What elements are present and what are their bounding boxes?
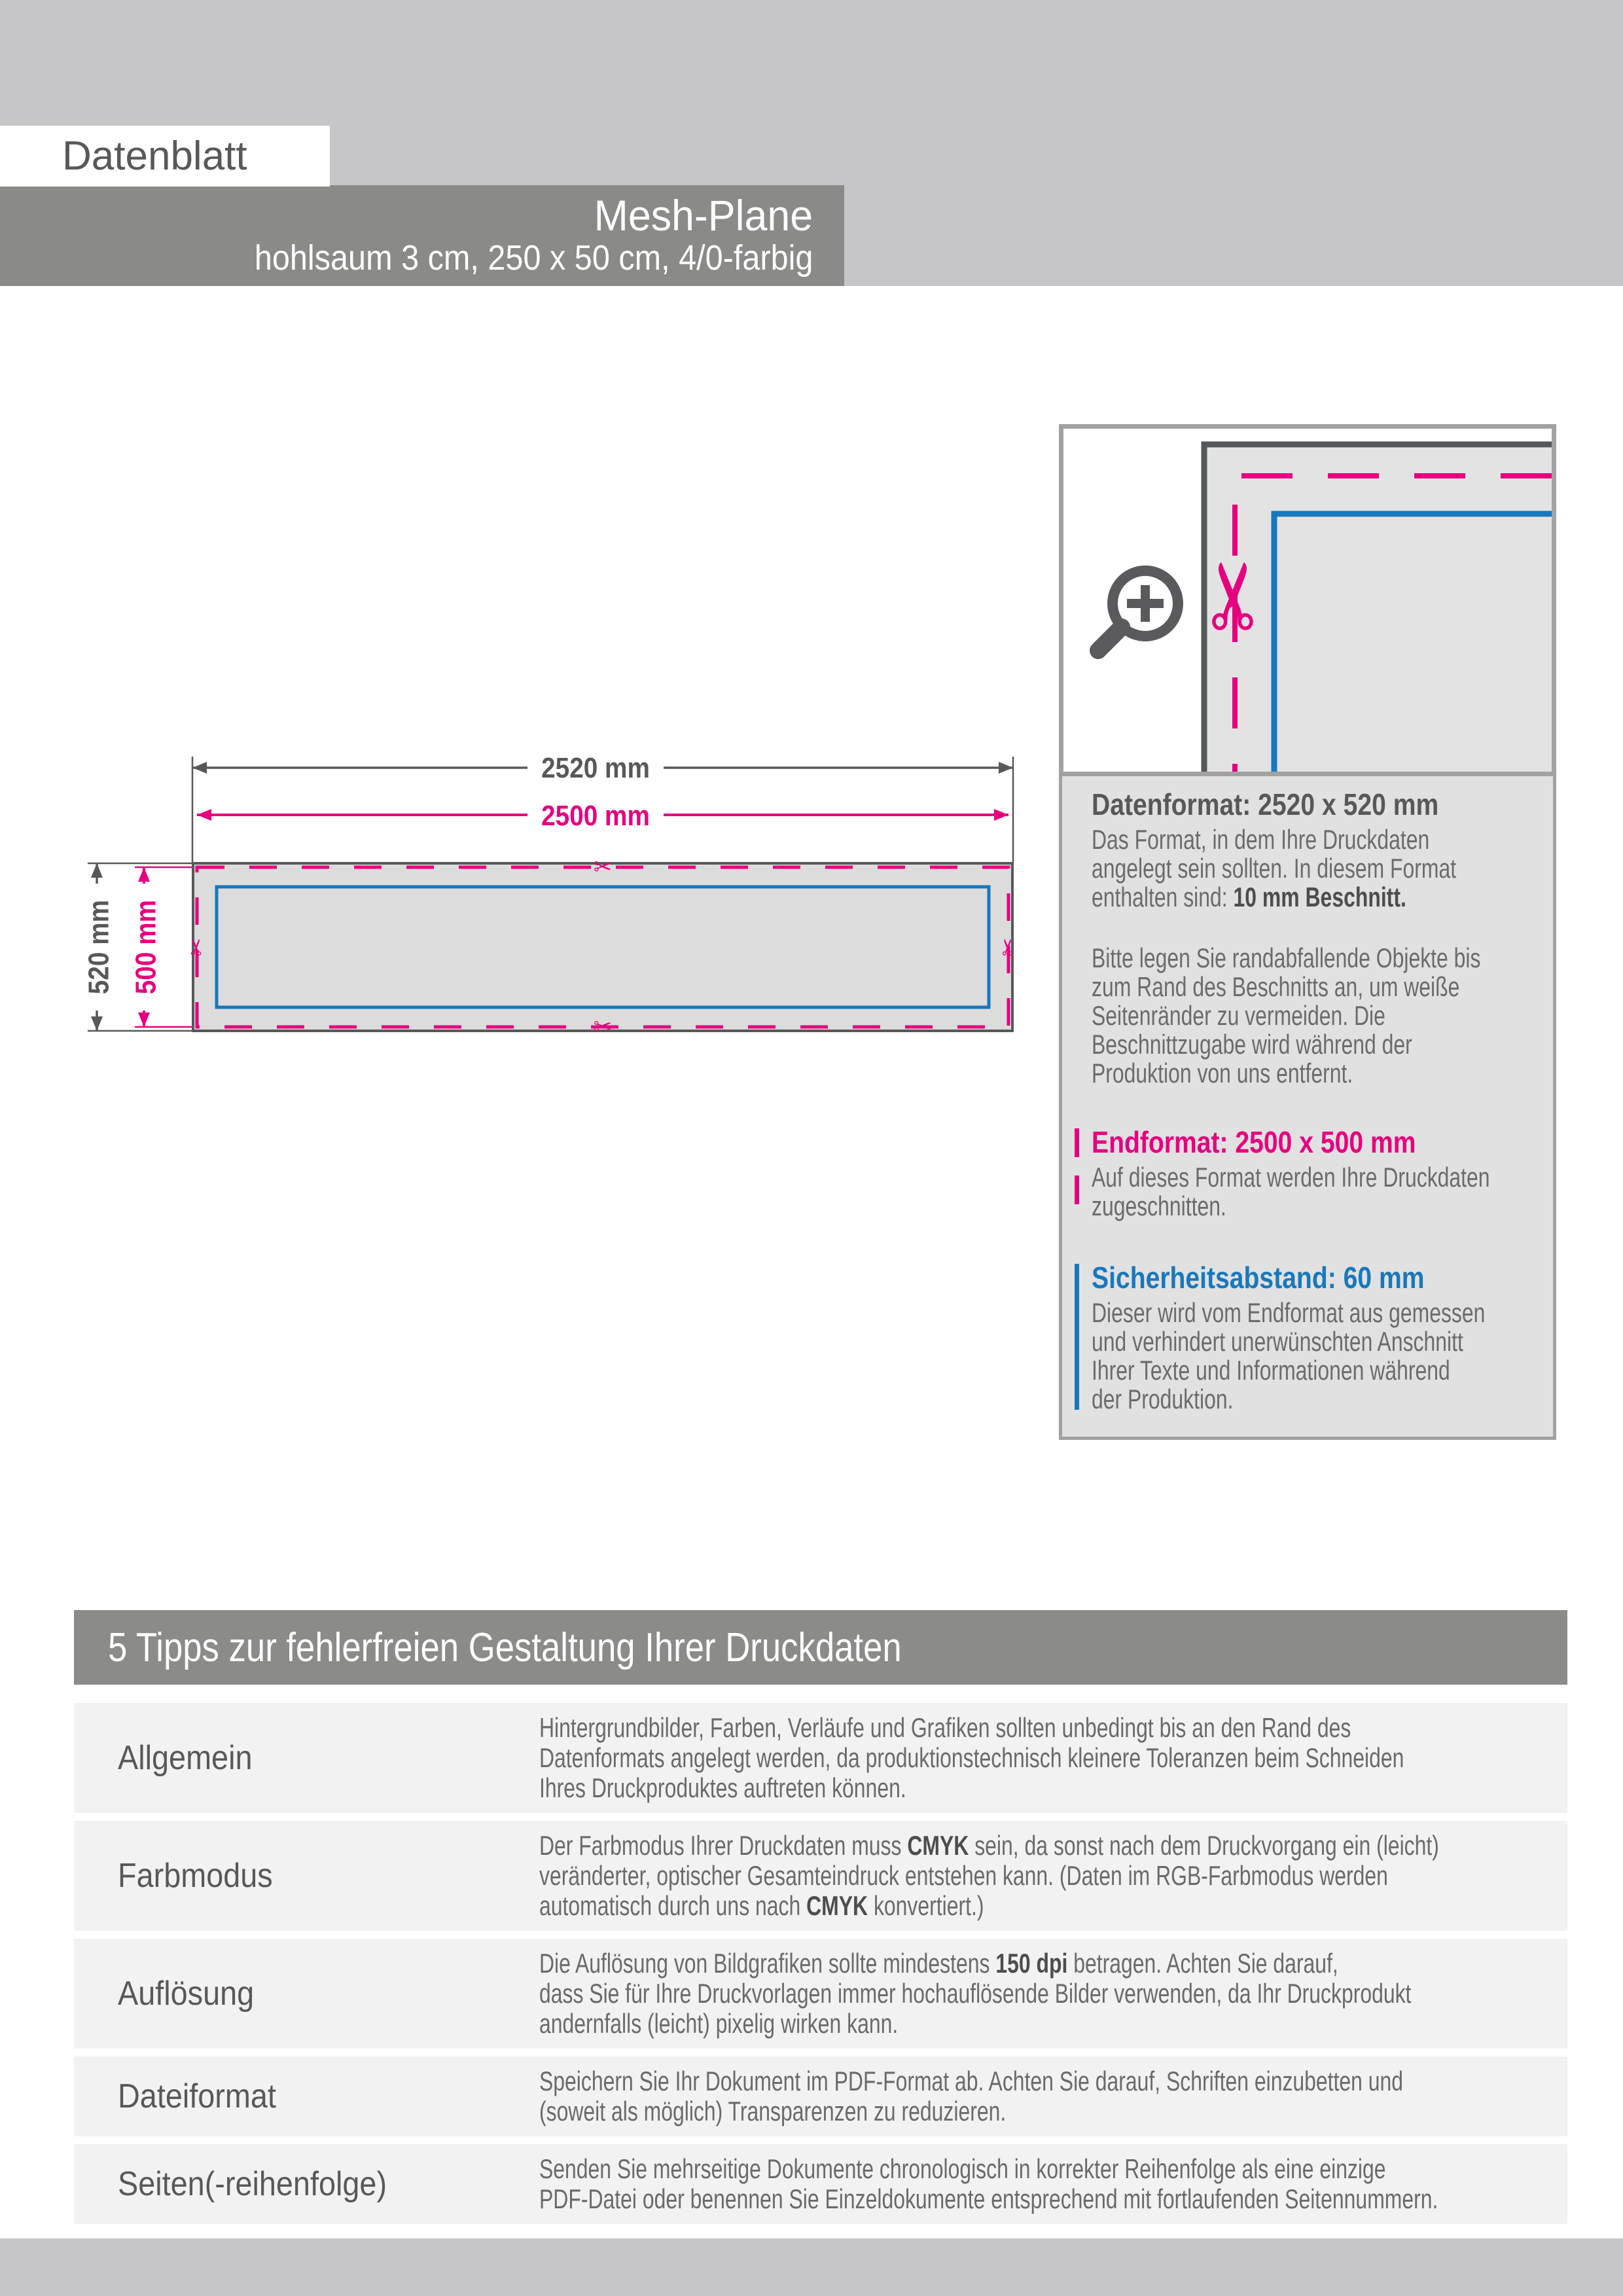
- doc-label: Datenblatt: [62, 134, 247, 179]
- scissors-icon: ✂: [1181, 557, 1289, 634]
- endformat-section: [1092, 1124, 1535, 1221]
- dim-outer-width-label: 2520 mm: [541, 751, 650, 784]
- tip-row-allgemein: [74, 1703, 1567, 1813]
- tips-title: 5 Tipps zur fehlerfreien Gestaltung Ihrer Druckdaten: [108, 1624, 902, 1670]
- scissors-icon: ✂: [593, 1014, 613, 1040]
- tip-label: Allgemein: [118, 1739, 253, 1777]
- dim-inner-height-label: 500 mm: [129, 899, 162, 995]
- tip-text: Speichern Sie Ihr Dokument im PDF-Format ab. Achten Sie darauf, Schriften einzubetten und (soweit als möglich) Transparenzen zu reduzieren.: [539, 2066, 1404, 2126]
- scissors-icon: ✂: [995, 937, 1022, 957]
- dimension-diagram: [65, 740, 1047, 1047]
- footer-band: [0, 2238, 1623, 2296]
- product-name: Mesh-Plane: [594, 190, 813, 240]
- tips-header: [74, 1610, 1567, 1685]
- safety-section: [1092, 1260, 1535, 1414]
- safety-text: Dieser wird vom Endformat aus gemessen und verhindert unerwünschten Anschnitt Ihrer Texte und Informationen während der Produktion.: [1092, 1297, 1486, 1414]
- dim-outer-height-label: 520 mm: [82, 899, 115, 995]
- dim-inner-width-label: 2500 mm: [541, 798, 650, 832]
- tip-label: Dateiformat: [118, 2077, 276, 2115]
- product-spec: hohlsaum 3 cm, 250 x 50 cm, 4/0-farbig: [254, 238, 813, 278]
- scissors-icon: ✂: [184, 937, 210, 957]
- dataformat-text-1: Das Format, in dem Ihre Druckdaten angelegt sein sollten. In diesem Format enthalten sind: 10 mm Beschnitt.: [1092, 824, 1457, 912]
- format-info-panel: [1059, 776, 1556, 1440]
- tip-text: Der Farbmodus Ihrer Druckdaten muss CMYK sein, da sonst nach dem Druckvorgang ein (leicht) veränderter, optischer Gesamteindruck entstehen kann. (Daten im RGB-Farbmodus werden automatisch durch uns nach CMYK konvertiert.): [539, 1830, 1439, 1921]
- dataformat-text-2: Bitte legen Sie randabfallende Objekte bis zum Rand des Beschnitts an, um weiße Seitenränder zu vermeiden. Die Beschnittzugabe wird während der Produktion von uns entfernt.: [1092, 942, 1481, 1088]
- tip-row-aufloesung: [74, 1939, 1567, 2049]
- doc-label-box: [0, 126, 330, 187]
- safety-title: Sicherheitsabstand: 60 mm: [1092, 1261, 1425, 1295]
- tip-row-farbmodus: [74, 1821, 1567, 1931]
- endformat-bar: [1075, 1128, 1079, 1217]
- tip-label: Auflösung: [118, 1975, 255, 2013]
- scissors-icon: ✂: [593, 854, 613, 880]
- endformat-title: Endformat: 2500 x 500 mm: [1092, 1125, 1416, 1159]
- tip-text: Die Auflösung von Bildgrafiken sollte mindestens 150 dpi betragen. Achten Sie darauf, dass Sie für Ihre Druckvorlagen immer hochauflösende Bilder verwenden, da Ihr Druckprodukt andernfalls (leicht) pixelig wirken kann.: [539, 1948, 1412, 2039]
- tip-text: Senden Sie mehrseitige Dokumente chronologisch in korrekter Reihenfolge als eine einzige PDF-Datei oder benennen Sie Einzeldokumente entsprechend mit fortlaufenden Seitennummern.: [539, 2153, 1438, 2214]
- tip-label: Seiten(-reihenfolge): [118, 2165, 387, 2203]
- endformat-text: Auf dieses Format werden Ihre Druckdaten zugeschnitten.: [1092, 1162, 1490, 1221]
- corner-detail-box: [1059, 424, 1556, 776]
- tip-row-seitenreihenfolge: [74, 2144, 1567, 2224]
- tip-row-dateiformat: [74, 2056, 1567, 2136]
- safety-bar: [1075, 1264, 1079, 1410]
- tip-text: Hintergrundbilder, Farben, Verläufe und Grafiken sollten unbedingt bis an den Rand des Datenformats angelegt werden, da produktionstechnisch kleinere Toleranzen beim Schneiden Ihres Druckproduktes auftreten können.: [539, 1712, 1404, 1803]
- tip-label: Farbmodus: [118, 1857, 273, 1895]
- product-band: [0, 185, 844, 286]
- corner-detail-illustration: [1063, 429, 1552, 772]
- dataformat-title: Datenformat: 2520 x 520 mm: [1092, 787, 1439, 821]
- zoom-icon: [1098, 571, 1178, 651]
